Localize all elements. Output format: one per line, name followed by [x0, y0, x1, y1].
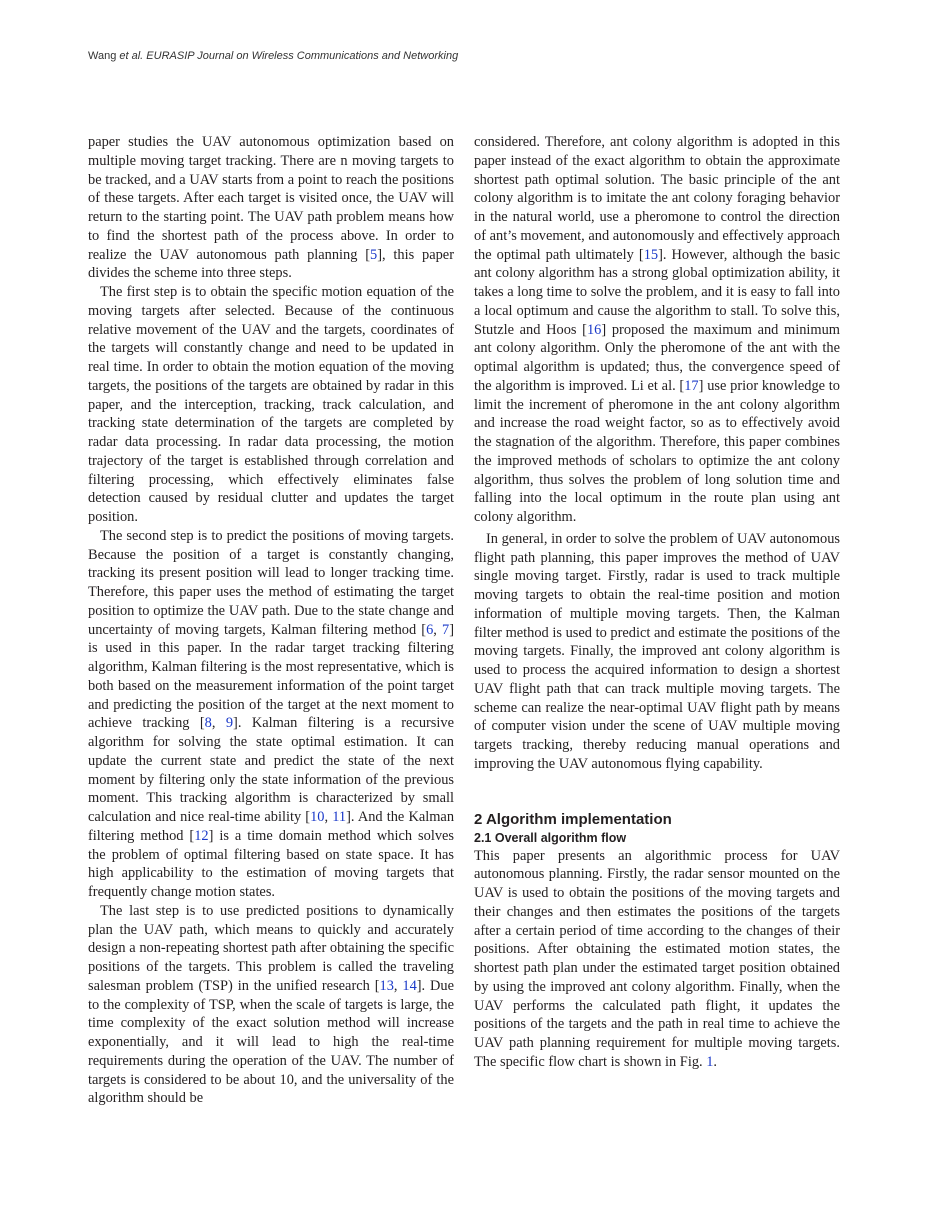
paragraph [474, 847, 840, 1072]
citation-link[interactable]: 11 [332, 809, 347, 825]
text: ]. However, although the basic ant colony algorithm has a strong global optimization ability, it takes a long time to solve the problem, and it is easy to fall into a local optimum and cause the algorithm to stall. To solve this, Stutzle and Hoos [ [474, 246, 840, 338]
text: , [211, 715, 226, 732]
text: ], this paper divides the scheme into three steps. [88, 246, 454, 282]
citation-link[interactable]: 5 [370, 246, 378, 263]
figure-link[interactable]: 1 [706, 1053, 714, 1070]
running-head-et-al: et al. [119, 50, 144, 62]
citation-link[interactable]: 10 [310, 809, 325, 825]
text: ] proposed the maximum and minimum ant colony algorithm. Only the pheromone of the ant with the optimal algorithm is updated; thus, the convergence speed of the algorithm is improved. Li et al. [ [474, 321, 840, 394]
citation-link[interactable]: 6 [426, 621, 434, 638]
text: This paper presents an algorithmic process for UAV autonomous planning. Firstly, the radar sensor mounted on the UAV is used to obtain the positions of the moving targets and their changes and then estimates the positions of the targets after a certain period of time according to the changes of their positions. After obtaining the estimated motion states, the shortest path plan under the estimated target position obtained by using the improved ant colony algorithm. Finally, when the UAV performs the calculated path flight, it updates the positions of the targets and the path in real time to achieve the UAV path planning requirement for multiple moving targets. The specific flow chart is shown in Fig. [474, 847, 840, 1070]
text: , [393, 977, 403, 994]
subsection-heading: 2.1 Overall algorithm flow [474, 830, 627, 845]
text: ]. Due to the complexity of TSP, when the scale of targets is large, the time complexity of the exact solution method will increase exponentially, and it will lead to high the real-time requirements during the operation of the UAV. The number of targets is considered to be about 10, and the universality of the algorithm should be [88, 977, 455, 1107]
citation-link[interactable]: 14 [402, 977, 417, 994]
text: considered. Therefore, ant colony algorithm is adopted in this paper instead of the exact algorithm to obtain the approximate shortest path optimal solution. The basic principle of the ant colony algorithm is to imitate the ant colony foraging behavior in the natural world, use a pheromone to control the direction of ant’s movement, and autonomously and effectively approach the optimal path ultimately [ [474, 134, 840, 263]
citation-link[interactable]: 12 [194, 827, 209, 844]
text: ] use prior knowledge to limit the increment of pheromone in the ant colony algorithm and increase the road weight factor, so as to effectively avoid the stagnation of the algorithm. Therefore, this paper combines the improved methods of scholars to optimize the ant colony algorithm, thus solves the problem of long solution time and falling into the local optimum in the route plan using ant colony algorithm. [474, 377, 840, 525]
text: The last step is to use predicted positions to dynamically plan the UAV path, which means to quickly and accurately design a non-repeating shortest path after obtaining the specific positions of the targets. This problem is called the traveling salesman problem (TSP) in the unified research [ [88, 902, 454, 994]
text: ] is a time domain method which solves the problem of optimal filtering based on state space. It has high applicability to the estimation of moving targets that frequently change motion states. [88, 827, 455, 900]
running-head-journal: EURASIP Journal on Wireless Communications and Networking [143, 50, 459, 62]
citation-link[interactable]: 9 [225, 715, 234, 732]
text: ]. And the Kalman filtering method [ [88, 809, 455, 844]
citation-link[interactable]: 8 [204, 715, 212, 732]
paragraph [88, 902, 454, 1108]
text: ] is used in this paper. In the radar target tracking filtering algorithm, Kalman filtering is the most representative, which is both based on the measurement information of the point target and predicting the position of the target at the next moment to achieve tracking [ [88, 621, 454, 732]
paragraph [88, 527, 454, 902]
citation-link[interactable]: 15 [643, 246, 659, 263]
citation-link[interactable]: 7 [442, 621, 450, 638]
section-heading: 2 Algorithm implementation [474, 810, 672, 828]
citation-link[interactable]: 13 [379, 977, 394, 994]
right-column [474, 133, 840, 1072]
paragraph [474, 133, 840, 527]
text: paper studies the UAV autonomous optimization based on multiple moving target tracking. There are n moving targets to be tracked, and a UAV starts from a point to reach the positions of these targets. After each target is visited once, the UAV will return to the starting point. The UAV path problem means how to find the shortest path of the process above. In order to realize the UAV autonomous path planning [ [88, 134, 454, 263]
paragraph: The first step is to obtain the specific motion equation of the moving targets after selected. Because of the continuous relative movement of the UAV and the targets, coordinates of the targets will constantly change and need to be updated in real time. In order to obtain the motion equation of the moving targets, the positions of the targets are obtained by radar in this paper, and the interception, tracking, track calculation, and tracking state determination of the targets are completed by radar data processing. In radar data processing, the motion trajectory of the target is established through correlation and filtering processing, which effectively eliminates false detection caused by residual clutter and updates the target position. [88, 284, 454, 525]
citation-link[interactable]: 16 [586, 321, 602, 338]
paragraph [88, 133, 454, 283]
running-head [88, 50, 458, 62]
paragraph: In general, in order to solve the problem of UAV autonomous flight path planning, this paper improves the method of UAV single moving target. Firstly, radar is used to track multiple moving targets to obtain the real-time position and motion information of multiple moving targets. Then, the Kalman filter method is used to predict and estimate the positions of the moving targets. Finally, the improved ant colony algorithm is used to process the acquired information to design a shortest UAV flight path that can track multiple moving targets. The scheme can realize the near-optimal UAV flight path by means of computer vision under the scene of UAV multiple moving targets tracking, thereby reducing manual operations and improving the UAV autonomous flying capability. [474, 530, 840, 772]
citation-link[interactable]: 17 [684, 377, 699, 394]
text: . [713, 1053, 718, 1070]
text: , [433, 621, 442, 638]
left-column [88, 133, 454, 1108]
text: The second step is to predict the positions of moving targets. Because the position of a target is constantly changing, tracking its present position will lead to longer tracking time. Therefore, this paper uses the method of estimating the target position to optimize the UAV path. Due to the state change and uncertainty of moving targets, Kalman filtering method [ [88, 527, 454, 638]
text: ]. Kalman filtering is a recursive algorithm for solving the state optimal estimation. It can update the current state and predict the state of the next moment by filtering only the state information of the previous moment. This tracking algorithm is characterized by small calculation and nice real-time ability [ [88, 715, 454, 825]
text: , [324, 809, 333, 825]
running-head-authors: Wang [88, 50, 120, 62]
